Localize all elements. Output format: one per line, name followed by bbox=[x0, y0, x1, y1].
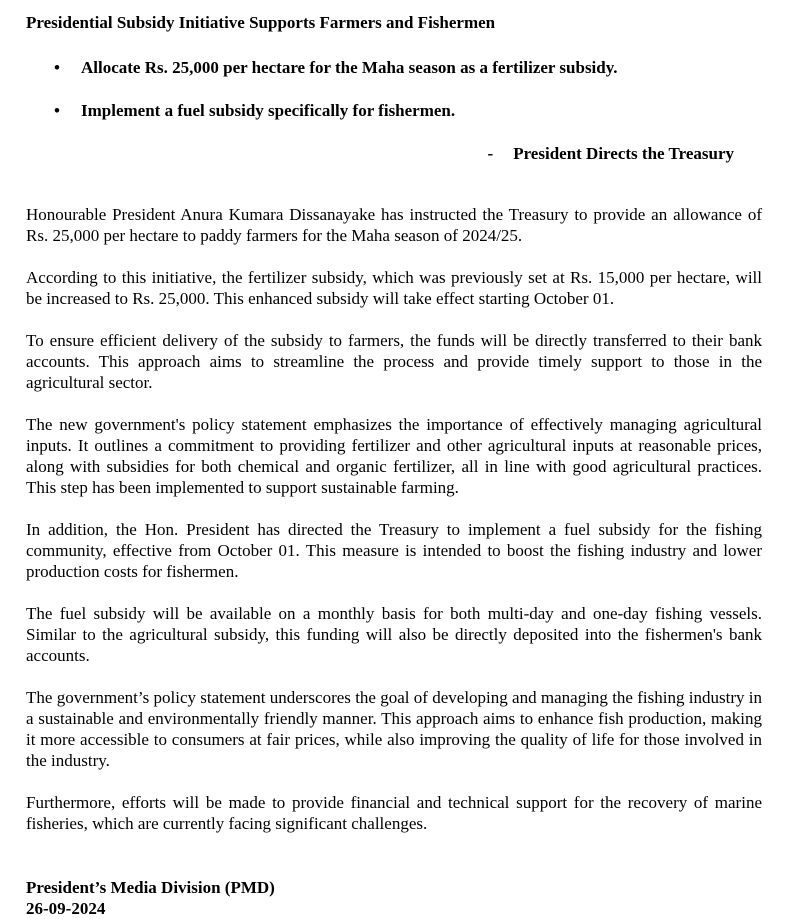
footer-organization: President’s Media Division (PMD) bbox=[26, 878, 275, 897]
byline bbox=[26, 143, 762, 164]
body-paragraph: To ensure efficient delivery of the subsidy to farmers, the funds will be directly transferred to their bank accounts. This approach aims to streamline the process and provide timely support to those in the agricultural sector. bbox=[26, 331, 762, 392]
document-page bbox=[26, 12, 762, 919]
footer-date: 26-09-2024 bbox=[26, 899, 106, 918]
body-paragraph: In addition, the Hon. President has directed the Treasury to implement a fuel subsidy for the fishing community, effective from October 01. This measure is intended to boost the fishing industry and lower production costs for fishermen. bbox=[26, 520, 762, 581]
body-paragraph: According to this initiative, the fertilizer subsidy, which was previously set at Rs. 15,000 per hectare, will be increased to Rs. 25,000. This enhanced subsidy will take effect starting October 01. bbox=[26, 268, 762, 308]
body-paragraph: The new government's policy statement emphasizes the importance of effectively managing agricultural inputs. It outlines a commitment to providing fertilizer and other agricultural inputs at reasonable prices, along with subsidies for both chemical and organic fertilizer, all in line with good agricultural practices. This step has been implemented to support sustainable farming. bbox=[26, 415, 762, 497]
body-paragraph: Honourable President Anura Kumara Dissanayake has instructed the Treasury to provide an allowance of Rs. 25,000 per hectare to paddy farmers for the Maha season of 2024/25. bbox=[26, 205, 762, 245]
body-paragraph: The government’s policy statement underscores the goal of developing and managing the fishing industry in a sustainable and environmentally friendly manner. This approach aims to enhance fish production, making it more accessible to consumers at fair prices, while also improving the quality of life for those involved in the industry. bbox=[26, 688, 762, 770]
highlight-text: Allocate Rs. 25,000 per hectare for the Maha season as a fertilizer subsidy. bbox=[81, 58, 618, 77]
byline-text: President Directs the Treasury bbox=[513, 144, 734, 163]
bullet-icon: • bbox=[54, 101, 60, 120]
bullet-icon: • bbox=[54, 58, 60, 77]
body-paragraph: The fuel subsidy will be available on a monthly basis for both multi-day and one-day fishing vessels. Similar to the agricultural subsidy, this funding will also be directly deposited into the fishermen's bank accounts. bbox=[26, 604, 762, 665]
document-title: Presidential Subsidy Initiative Supports Farmers and Fishermen bbox=[26, 13, 496, 32]
highlights-list bbox=[26, 57, 762, 121]
highlight-item bbox=[26, 57, 762, 78]
highlight-text: Implement a fuel subsidy specifically for fishermen. bbox=[81, 101, 456, 120]
body-paragraph: Furthermore, efforts will be made to provide financial and technical support for the recovery of marine fisheries, which are currently facing significant challenges. bbox=[26, 793, 762, 833]
byline-dash: - bbox=[487, 144, 494, 163]
highlight-item bbox=[26, 100, 762, 121]
